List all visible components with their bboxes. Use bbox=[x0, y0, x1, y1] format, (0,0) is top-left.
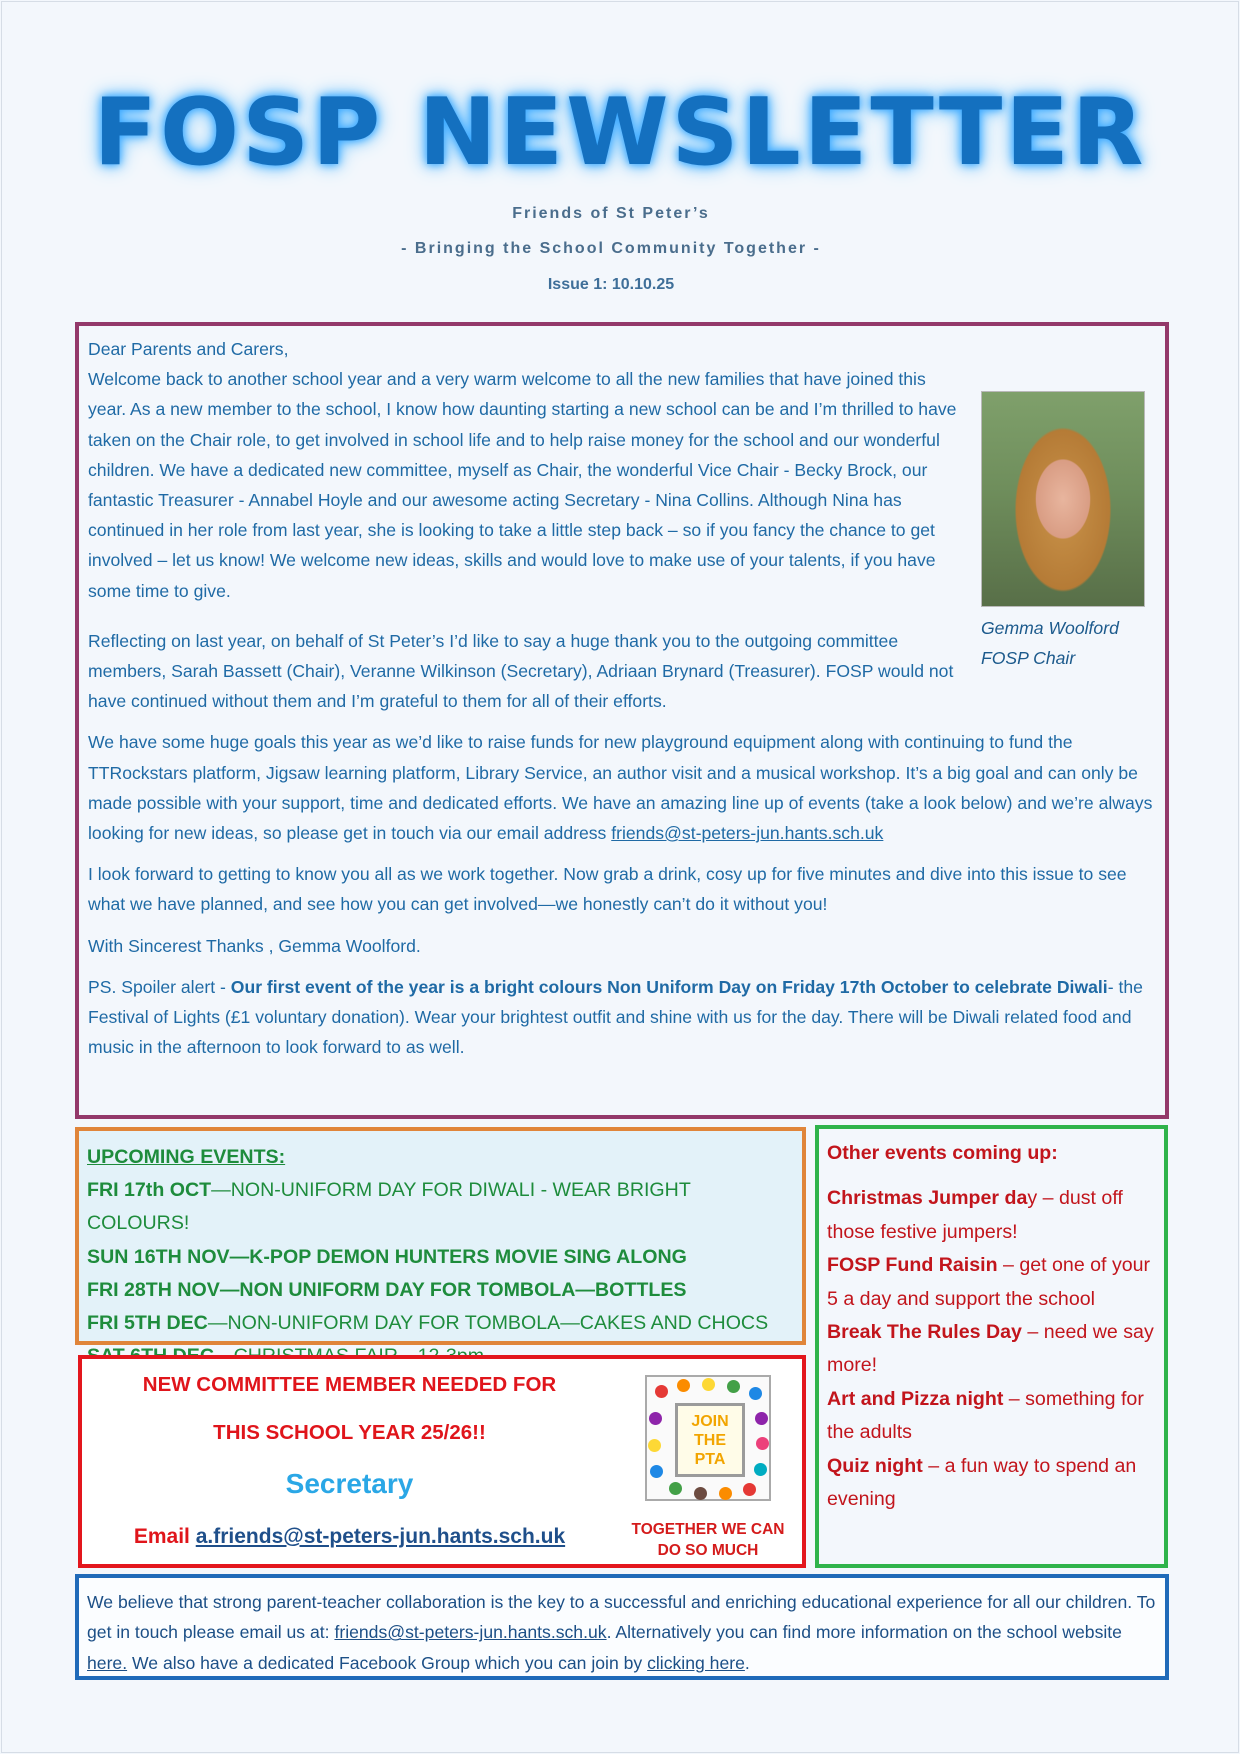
other-event-item bbox=[827, 1316, 1158, 1383]
handprint-ring-icon bbox=[645, 1375, 771, 1501]
other-event-description: – get one of your 5 a day and support the school bbox=[827, 1254, 1151, 1310]
upcoming-events-title: UPCOMING EVENTS: bbox=[87, 1146, 286, 1168]
recruitment-role: Secretary bbox=[285, 1468, 414, 1499]
other-event-name: Break The Rules Day bbox=[827, 1321, 1022, 1344]
event-item bbox=[87, 1274, 796, 1307]
letter-paragraph-4: I look forward to getting to know you all as we work together. Now grab a drink, cosy up for five minutes and dive into this issue to see what we have planned, and see how you can get involved—we honestly can’t do it without you! bbox=[88, 864, 1127, 915]
chair-caption bbox=[981, 613, 1171, 673]
other-event-item bbox=[827, 1383, 1158, 1450]
upcoming-events bbox=[75, 1127, 806, 1345]
event-description: —NON-UNIFORM DAY FOR DIWALI - WEAR BRIGHT COLOURS! bbox=[87, 1179, 691, 1235]
letter-signoff: With Sincerest Thanks , Gemma Woolford. bbox=[88, 935, 421, 956]
school-website-link[interactable]: here. bbox=[87, 1652, 128, 1673]
other-event-description: y – dust off those festive jumpers! bbox=[827, 1187, 1123, 1243]
newsletter-title: FOSP NEWSLETTER bbox=[93, 78, 1147, 186]
event-date: SUN 16TH NOV bbox=[87, 1245, 230, 1268]
chair-role: FOSP Chair bbox=[981, 648, 1076, 669]
other-event-item bbox=[827, 1182, 1158, 1249]
other-event-description: – a fun way to spend an evening bbox=[827, 1454, 1137, 1511]
join-the-pta-badge bbox=[617, 1367, 799, 1561]
other-event-name: Art and Pizza night bbox=[827, 1387, 1004, 1410]
event-item bbox=[87, 1241, 796, 1274]
letter-paragraph-2: Reflecting on last year, on behalf of St Peter’s I’d like to say a huge thank you to the outgoing committee members, Sarah Bassett (Chair), Veranne Wilkinson (Secretary), Adriaan Brynard (Treasurer). FOSP would not have continued without them and I’m grateful to them for all of their efforts. bbox=[88, 630, 954, 712]
letter-greeting: Dear Parents and Carers, bbox=[88, 339, 289, 359]
ps-highlight: Our first event of the year is a bright colours Non Uniform Day on Friday 17th October to celebrate Diwali bbox=[230, 976, 1108, 997]
other-event-name: Quiz night bbox=[827, 1454, 923, 1477]
other-event-name: FOSP Fund Raisin bbox=[827, 1254, 998, 1277]
event-item bbox=[87, 1307, 796, 1340]
chair-photo bbox=[981, 391, 1145, 607]
chair-name: Gemma Woolford bbox=[981, 618, 1119, 639]
recruitment-email-link[interactable]: a.friends@st-peters-jun.hants.sch.uk bbox=[195, 1525, 566, 1548]
other-event-item bbox=[827, 1249, 1158, 1316]
other-event-name: Christmas Jumper da bbox=[827, 1187, 1028, 1210]
letter-paragraph-1: Welcome back to another school year and a very warm welcome to all the new families that have joined this year. As a new member to the school, I know how daunting starting a new school can be and I’m thrilled to have taken on the Chair role, to get involved in school life and to help raise money for the school and our wonderful children. We have a dedicated new committee, myself as Chair, the wonderful Vice Chair - Becky Brock, our fantastic Treasurer - Annabel Hoyle and our awesome acting Secretary - Nina Collins. Although Nina has continued in her role from last year, she is looking to take a little step back – so if you fancy the chance to get involved – let us know! We welcome new ideas, skills and would love to make use of your talents, if you have some time to give. bbox=[88, 369, 957, 601]
other-events-title: Other events coming up: bbox=[827, 1142, 1058, 1164]
recruitment-email: Email a.friends@st-peters-jun.hants.sch.uk bbox=[133, 1525, 566, 1548]
event-list bbox=[87, 1174, 796, 1373]
footer-email-link[interactable]: friends@st-peters-jun.hants.sch.uk bbox=[334, 1622, 607, 1643]
event-date: FRI 17th OCT bbox=[87, 1179, 212, 1202]
pta-slogan: TOGETHER WE CAN DO SO MUCH bbox=[631, 1521, 785, 1559]
committee-recruitment bbox=[78, 1355, 806, 1568]
other-event-description: – something for the adults bbox=[827, 1387, 1144, 1444]
other-events bbox=[815, 1125, 1168, 1568]
other-event-list bbox=[827, 1182, 1158, 1516]
other-event-item bbox=[827, 1450, 1158, 1517]
letter-email-link[interactable]: friends@st-peters-jun.hants.sch.uk bbox=[611, 823, 884, 844]
tagline: - Bringing the School Community Together - bbox=[401, 240, 821, 257]
welcome-letter bbox=[75, 322, 1169, 1119]
issue-number: Issue 1: 10.10.25 bbox=[547, 276, 675, 293]
subtitle: Friends of St Peter’s bbox=[512, 205, 710, 222]
pta-badge-center: JOIN THE PTA bbox=[675, 1403, 745, 1477]
event-description: —NON UNIFORM DAY FOR TOMBOLA—BOTTLES bbox=[219, 1278, 687, 1301]
event-date: FRI 28TH NOV bbox=[87, 1278, 220, 1301]
facebook-group-link[interactable]: clicking here bbox=[647, 1652, 745, 1673]
recruitment-line-1: NEW COMMITTEE MEMBER NEEDED FOR bbox=[142, 1373, 557, 1396]
other-event-description: – need we say more! bbox=[827, 1321, 1154, 1377]
event-date: FRI 5TH DEC bbox=[87, 1312, 208, 1335]
letter-paragraph-3: We have some huge goals this year as we’d like to raise funds for new playground equipment along with continuing to fund the TTRockstars platform, Jigsaw learning platform, Library Service, an author visit and a musical workshop. It’s a big goal and can only be made possible with your support, time and dedicated efforts. We have an amazing line up of events (take a look below) and we’re always looking for new ideas, so please get in touch via our email address friends@st-peters-jun.hants.sch.uk bbox=[88, 732, 1153, 844]
event-description: —K-POP DEMON HUNTERS MOVIE SING ALONG bbox=[229, 1245, 687, 1268]
contact-footer: We believe that strong parent-teacher collaboration is the key to a successful and enriching educational experience for all our children. To get in touch please email us at: friends@st-peters-jun.hants.sch.uk. Alternatively you can find more information on the school website here. We also have a dedicated Facebook Group which you can join by clicking here. bbox=[75, 1574, 1169, 1680]
event-item bbox=[87, 1174, 796, 1240]
event-description: —NON-UNIFORM DAY FOR TOMBOLA—CAKES AND CHOCS bbox=[207, 1312, 769, 1335]
recruitment-line-2: THIS SCHOOL YEAR 25/26!! bbox=[213, 1421, 486, 1444]
letter-ps: PS. Spoiler alert - Our first event of the year is a bright colours Non Uniform Day on Friday 17th October to celebrate Diwali- the Festival of Lights (£1 voluntary donation). Wear your brightest outfit and shine with us for the day. There will be Diwali related food and music in the afternoon to look forward to as well. bbox=[88, 976, 1143, 1058]
